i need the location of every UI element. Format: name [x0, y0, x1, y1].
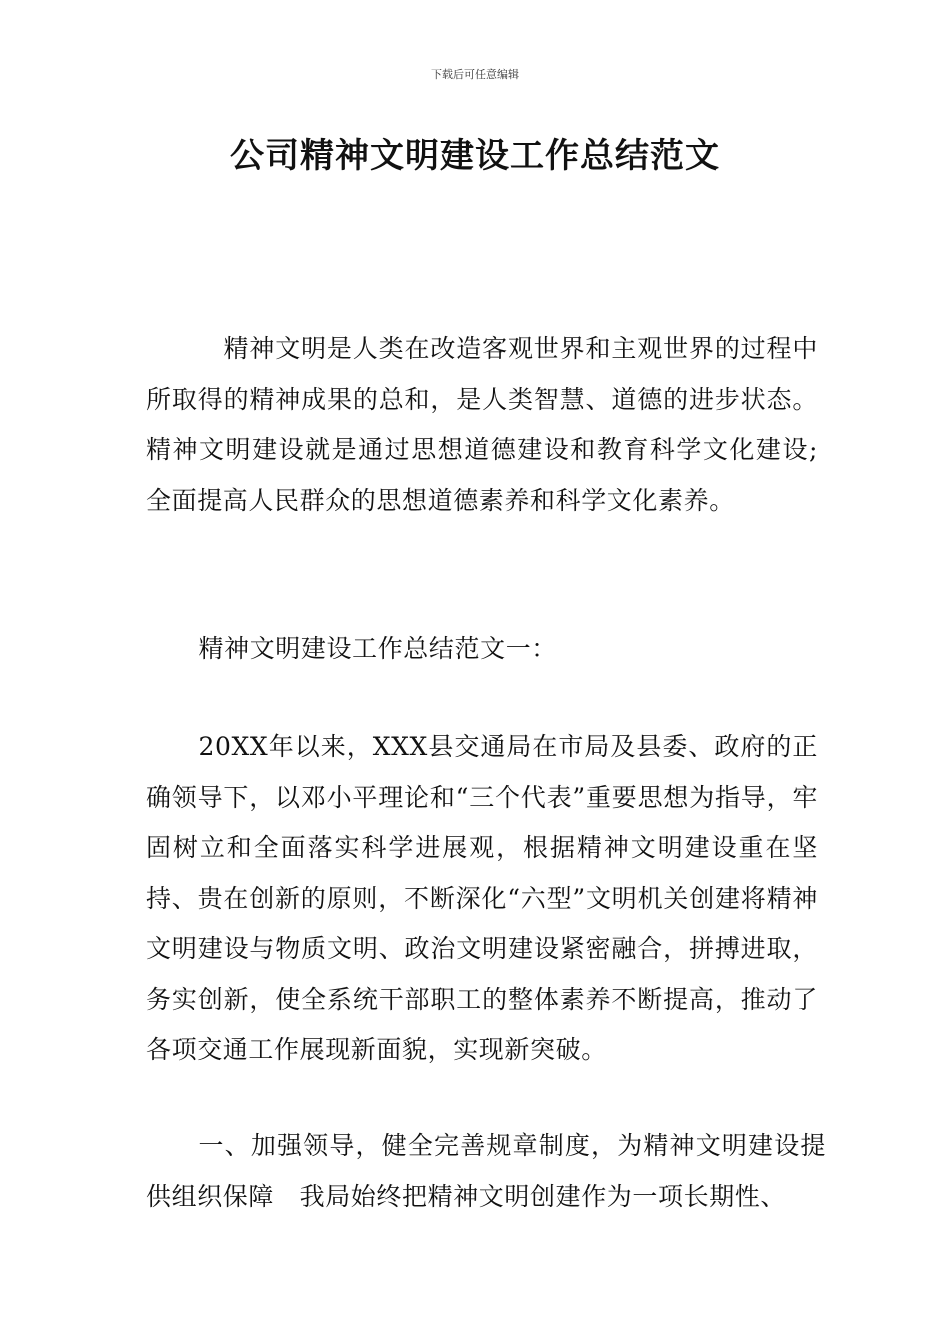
- paragraph-section-one: 一、加强领导，健全完善规章制度，为精神文明建设提供组织保障 我局始终把精神文明创建作为一项长期性、: [146, 1131, 826, 1211]
- section-heading: 精神文明建设工作总结范文一：: [198, 634, 557, 663]
- paragraph-intro: 精神文明是人类在改造客观世界和主观世界的过程中所取得的精神成果的总和，是人类智慧、道德的进步状态。精神文明建设就是通过思想道德建设和教育科学文化建设;全面提高人民群众的思想道德素养和科学文化素养。: [146, 334, 818, 515]
- header-note: 下载后可任意编辑: [431, 68, 519, 81]
- document-title: 公司精神文明建设工作总结范文: [230, 136, 720, 176]
- paragraph-body: 20XX年以来，XXX县交通局在市局及县委、政府的正确领导下，以邓小平理论和“三个代表”重要思想为指导，牢固树立和全面落实科学进展观，根据精神文明建设重在坚持、贵在创新的原则，不断深化“六型”文明机关创建将精神文明建设与物质文明、政治文明建设紧密融合，拼搏进取，务实创新，使全系统干部职工的整体素养不断提高，推动了各项交通工作展现新面貌，实现新突破。: [146, 732, 818, 1064]
